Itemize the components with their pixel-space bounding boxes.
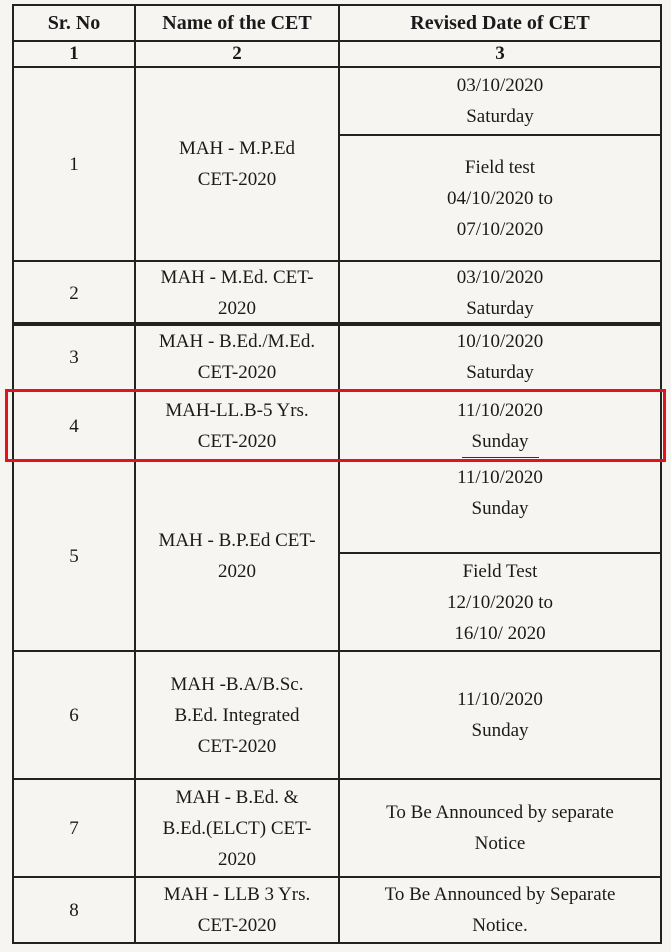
row-8-date [339,877,661,943]
table-row [13,877,661,943]
row-7-date [339,779,661,877]
row-2-name-line: MAH - M.Ed. CET- [160,267,314,288]
row-4-date [339,391,661,461]
row-5-field-test-to: 16/10/ 2020 [454,622,546,644]
row-5-name-line: 2020 [218,561,256,582]
row-8-announce-line: To Be Announced by Separate [384,884,616,905]
row-1-date-line: 03/10/2020 [456,75,544,96]
row-6-sr: 6 [13,651,135,779]
row-4-sr: 4 [13,391,135,461]
row-5-name-line: MAH - B.P.Ed CET- [158,530,316,551]
row-4-day-line: Sunday [462,426,539,458]
row-1-name-line: CET-2020 [197,169,277,190]
row-5-date-line: 11/10/2020 [457,467,543,488]
header-row [13,5,661,41]
row-1-cet-name [135,67,339,261]
row-6-name-line: MAH -B.A/B.Sc. [170,673,304,695]
row-3-date [339,323,661,391]
row-2-name-line: 2020 [218,298,256,319]
row-1-name-line: MAH - M.P.Ed [178,138,296,159]
row-2-day-line: Saturday [466,298,534,319]
row-5-sr: 5 [13,461,135,651]
row-1-field-test-to: 07/10/2020 [456,218,544,240]
row-3-name-line: MAH - B.Ed./M.Ed. [158,331,316,352]
column-number-row [13,41,661,67]
row-7-sr: 7 [13,779,135,877]
table-row [13,779,661,877]
row-7-notice-line: Notice [474,833,526,854]
row-6-cet-name [135,651,339,779]
row-7-name-line: 2020 [218,848,256,870]
row-1-field-test [339,135,661,261]
row-5-cet-name [135,461,339,651]
row-8-name-line: MAH - LLB 3 Yrs. [163,884,311,905]
row-6-name-line: CET-2020 [197,735,277,757]
table-row [13,323,661,391]
row-1-field-test-from: 04/10/2020 to [446,187,554,209]
row-5-field-test [339,553,661,651]
table-row [13,261,661,325]
row-7-name-line: MAH - B.Ed. & [175,786,299,808]
row-2-sr: 2 [13,261,135,325]
row-5-field-test-label: Field Test [462,560,538,582]
row-7-name-line: B.Ed.(ELCT) CET- [162,817,312,839]
row-2-date [339,261,661,325]
header-sr-no: Sr. No [13,5,135,41]
row-3-cet-name [135,323,339,391]
table-row-highlighted [13,391,661,461]
row-4-cet-name [135,391,339,461]
row-4-name-line: CET-2020 [197,431,277,452]
row-3-day-line: Saturday [466,362,534,383]
row-6-name-line: B.Ed. Integrated [174,704,300,726]
row-8-sr: 8 [13,877,135,943]
table-row [13,651,661,779]
row-8-cet-name [135,877,339,943]
row-4-date-line: 11/10/2020 [457,399,543,421]
row-4-name-line: MAH-LL.B-5 Yrs. [165,400,309,421]
row-8-name-line: CET-2020 [197,915,277,936]
column-number-3: 3 [339,41,661,67]
row-8-notice-line: Notice. [472,915,528,936]
header-cet-name: Name of the CET [135,5,339,41]
column-number-1: 1 [13,41,135,67]
row-1-field-test-label: Field test [464,156,536,178]
column-number-2: 2 [135,41,339,67]
row-2-date-line: 03/10/2020 [456,267,544,288]
row-2-cet-name [135,261,339,325]
row-3-date-line: 10/10/2020 [456,331,544,352]
row-6-date [339,651,661,779]
row-5-field-test-from: 12/10/2020 to [446,591,554,613]
row-1-sr: 1 [13,67,135,261]
cet-schedule-table-part2 [12,322,662,944]
cet-schedule-table-part1 [12,4,662,326]
row-6-day-line: Sunday [471,720,529,741]
row-3-sr: 3 [13,323,135,391]
row-7-announce-line: To Be Announced by separate [386,802,614,823]
table-row [13,67,661,135]
row-7-cet-name [135,779,339,877]
header-revised-date: Revised Date of CET [339,5,661,41]
table-row [13,461,661,553]
row-6-date-line: 11/10/2020 [457,689,543,710]
row-5-day-line: Sunday [471,498,529,519]
row-5-date [339,461,661,553]
row-1-date [339,67,661,135]
row-3-name-line: CET-2020 [197,362,277,383]
row-1-day-line: Saturday [466,106,534,127]
